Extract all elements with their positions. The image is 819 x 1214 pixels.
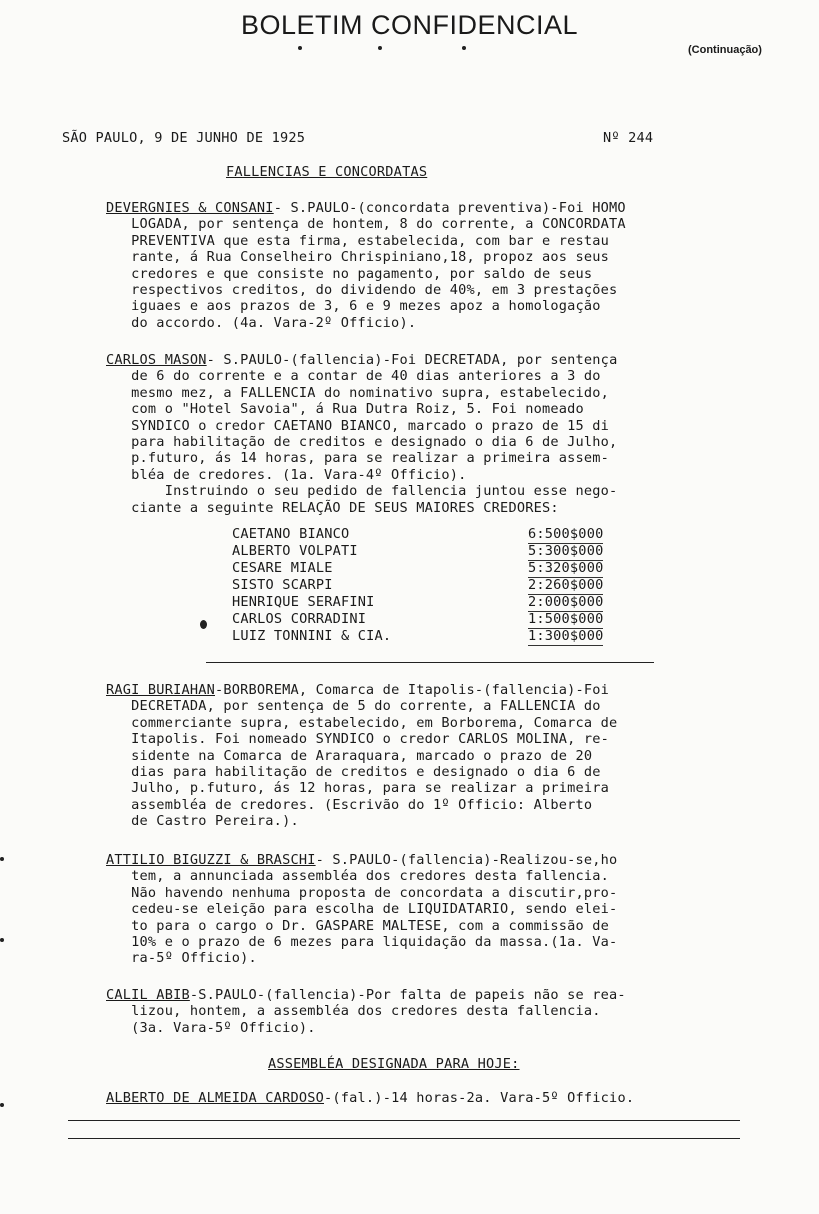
entry-ragi-buriahan [106, 682, 746, 830]
continuation-label: (Continuação) [688, 44, 762, 56]
creditor-amount: 1:300$000 [528, 628, 604, 644]
creditor-amount: 5:320$000 [528, 560, 604, 576]
entry-line: Instruindo o seu pedido de fallencia juntou esse nego- [106, 483, 618, 500]
scan-speck [462, 46, 466, 50]
entry-attilio-biguzzi [106, 852, 746, 967]
assembly-row [106, 1090, 634, 1106]
creditor-row [232, 628, 652, 645]
entry-line: lizou, hontem, a assembléa dos credores desta fallencia. [106, 1003, 601, 1020]
entry-line: ciante a seguinte RELAÇÃO DE SEUS MAIORES CREDORES: [106, 499, 559, 516]
entry-line: para habilitação de creditos e designado o dia 6 de Julho, [106, 434, 618, 451]
entry-subject: CARLOS MASON [106, 352, 207, 368]
creditor-row [232, 560, 652, 577]
creditor-name: ALBERTO VOLPATI [232, 543, 358, 559]
creditor-amount: 2:260$000 [528, 577, 604, 593]
scan-speck [0, 1103, 4, 1107]
creditor-row [232, 526, 652, 543]
entry-calil-abib [106, 987, 746, 1036]
bottom-rule-top [68, 1120, 740, 1121]
entry-line: DECRETADA, por sentença de 5 do corrente, a FALLENCIA do [106, 698, 601, 715]
scan-speck [0, 938, 4, 942]
entry-line: (3a. Vara-5º Officio). [106, 1019, 316, 1036]
entry-line: de Castro Pereira.). [106, 813, 299, 830]
entry-line: respectivos creditos, do dividendo de 40%, em 3 prestações [106, 282, 618, 299]
scan-speck [200, 620, 207, 629]
entry-line: to para o cargo o Dr. GASPARE MALTESE, com a commissão de [106, 917, 610, 934]
entry-line: cedeu-se eleição para escolha de LIQUIDATARIO, sendo elei- [106, 901, 618, 918]
creditor-amount: 6:500$000 [528, 526, 604, 542]
entry-line: Itapolis. Foi nomeado SYNDICO o credor CARLOS MOLINA, re- [106, 731, 610, 748]
entry-line: iguaes e aos prazos de 3, 6 e 9 mezes apoz a homologação [106, 298, 601, 315]
dateline [62, 130, 662, 146]
creditor-row [232, 543, 652, 560]
entry-line: Não havendo nenhuma proposta de concordata a discutir,pro- [106, 884, 618, 901]
creditors-list [232, 526, 652, 645]
creditor-name: CAETANO BIANCO [232, 526, 350, 542]
entry-line: SYNDICO o credor CAETANO BIANCO, marcado o prazo de 15 di [106, 417, 610, 434]
entry-devergnies [106, 200, 746, 331]
creditor-row [232, 611, 652, 628]
creditor-name: SISTO SCARPI [232, 577, 333, 593]
scan-speck [378, 46, 382, 50]
creditor-row [232, 577, 652, 594]
creditor-name: HENRIQUE SERAFINI [232, 594, 375, 610]
scan-speck [298, 46, 302, 50]
entry-line: PREVENTIVA que esta firma, estabelecida, com bar e restau [106, 232, 610, 249]
entry-line: tem, a annunciada assembléa dos credores desta fallencia. [106, 868, 610, 885]
creditor-amount: 5:300$000 [528, 543, 604, 559]
creditor-row [232, 594, 652, 611]
entry-line: ra-5º Officio). [106, 950, 257, 967]
assembly-detail: -(fal.)-14 horas-2a. Vara-5º Officio. [324, 1090, 635, 1106]
entry-line: 10% e o prazo de 6 mezes para liquidação da massa.(1a. Va- [106, 934, 618, 951]
entry-line: Julho, p.futuro, ás 12 horas, para se realizar a primeira [106, 780, 610, 797]
entry-subject: DEVERGNIES & CONSANI [106, 200, 274, 216]
divider [206, 662, 654, 663]
entry-line: RAGI BURIAHAN-BORBOREMA, Comarca de Itapolis-(fallencia)-Foi [106, 682, 610, 698]
entry-line: assembléa de credores. (Escrivão do 1º Officio: Alberto [106, 796, 593, 813]
assemblies-title: ASSEMBLÉA DESIGNADA PARA HOJE: [268, 1056, 520, 1072]
entry-line: de 6 do corrente e a contar de 40 dias anteriores a 3 do [106, 368, 601, 385]
bulletin-title: BOLETIM CONFIDENCIAL [240, 10, 579, 40]
entry-line: commerciante supra, estabelecido, em Borborema, Comarca de [106, 714, 618, 731]
entry-line: credores e que consiste no pagamento, por saldo de seus [106, 265, 593, 282]
section-title: FALLENCIAS E CONCORDATAS [226, 164, 428, 180]
entry-carlos-mason [106, 352, 746, 516]
creditor-name: CARLOS CORRADINI [232, 611, 367, 627]
entry-subject: ATTILIO BIGUZZI & BRASCHI [106, 852, 316, 868]
scan-speck [0, 857, 4, 861]
creditor-name: LUIZ TONNINI & CIA. [232, 628, 392, 644]
entry-line: LOGADA, por sentença de hontem, 8 do corrente, a CONCORDATA [106, 216, 626, 233]
entry-line: DEVERGNIES & CONSANI- S.PAULO-(concordata preventiva)-Foi HOMO [106, 200, 626, 216]
issue-date: SÃO PAULO, 9 DE JUNHO DE 1925 [62, 130, 306, 146]
issue-number: Nº 244 [603, 130, 654, 146]
entry-line: bléa de credores. (1a. Vara-4º Officio). [106, 466, 467, 483]
entry-subject: RAGI BURIAHAN [106, 682, 215, 698]
entry-line: com o "Hotel Savoia", á Rua Dutra Roiz, 5. Foi nomeado [106, 401, 584, 418]
entry-line: ATTILIO BIGUZZI & BRASCHI- S.PAULO-(fallencia)-Realizou-se,ho [106, 852, 618, 868]
bottom-rule-bottom [68, 1138, 740, 1139]
creditor-amount: 2:000$000 [528, 594, 604, 610]
entry-line: p.futuro, ás 14 horas, para se realizar a primeira assem- [106, 450, 610, 467]
entry-line: dias para habilitação de creditos e designado o dia 6 de [106, 764, 601, 781]
entry-subject: CALIL ABIB [106, 987, 190, 1003]
entry-line: sidente na Comarca de Araraquara, marcado o prazo de 20 [106, 747, 593, 764]
entry-line: do accordo. (4a. Vara-2º Officio). [106, 314, 417, 331]
entry-line: rante, á Rua Conselheiro Chrispiniano,18, propoz aos seus [106, 249, 610, 266]
creditor-amount: 1:500$000 [528, 611, 604, 627]
entry-line: CARLOS MASON- S.PAULO-(fallencia)-Foi DECRETADA, por sentença [106, 352, 618, 368]
entry-line: mesmo mez, a FALLENCIA do nominativo supra, estabelecido, [106, 384, 610, 401]
creditor-name: CESARE MIALE [232, 560, 333, 576]
assembly-name: ALBERTO DE ALMEIDA CARDOSO [106, 1090, 324, 1106]
entry-line: CALIL ABIB-S.PAULO-(fallencia)-Por falta de papeis não se rea- [106, 987, 626, 1003]
